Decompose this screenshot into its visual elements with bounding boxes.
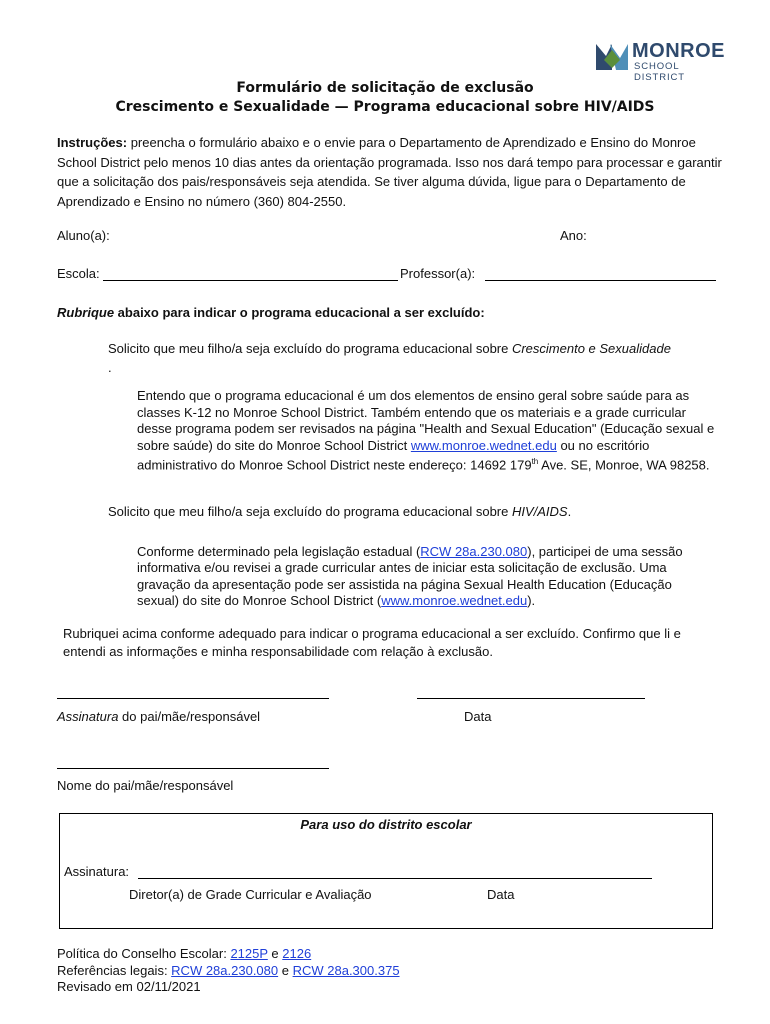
signature-em: Assinatura bbox=[57, 709, 119, 724]
option2-detail-a: Conforme determinado pela legislação estadual ( bbox=[137, 544, 421, 559]
district-date-label: Data bbox=[487, 887, 515, 902]
policy-and: e bbox=[267, 946, 283, 961]
instructions-text: preencha o formulário abaixo e o envie para o Departamento de Aprendizado e Ensino do Monroe School District pelo menos 10 dias antes da orientação programada. Isso nos dará tempo para processar e garantir que a solicitação dos pais/responsáveis seja atendida. Se tiver alguma dúvida, ligue para o Departamento de Aprendizado e Ensino no número (360) 804-2550. bbox=[57, 135, 722, 209]
district-box-heading: Para uso do distrito escolar bbox=[300, 817, 472, 832]
option2-detail-b: ), participei de uma sessão informativa e/ou revisei a grade curricular antes de iniciar esta solicitação de exclusão. Uma gravação da apresentação pode ser assistida na página Sexual Health Education (Educação sexual) do site do Monroe School District ( bbox=[137, 544, 683, 609]
student-label: Aluno(a): bbox=[57, 228, 110, 243]
option2-detail bbox=[137, 544, 715, 610]
parent-signature-line[interactable] bbox=[57, 698, 329, 699]
option2-detail-c: ). bbox=[527, 593, 536, 609]
ref-rcw-230-080-link[interactable]: RCW 28a.230.080 bbox=[171, 962, 279, 978]
monroe-website-link-2[interactable]: www.monroe.wednet.edu bbox=[381, 593, 528, 609]
initial-heading-rest: abaixo para indicar o programa educacional a ser excluído: bbox=[114, 305, 485, 320]
parent-date-line[interactable] bbox=[417, 698, 645, 699]
footer bbox=[57, 946, 400, 996]
policy-2125p-link[interactable]: 2125P bbox=[230, 946, 268, 961]
option-growth-sexuality[interactable] bbox=[108, 339, 718, 377]
policy-label: Política do Conselho Escolar: bbox=[57, 946, 231, 961]
refs-and: e bbox=[278, 962, 293, 978]
ref-rcw-300-375-link[interactable]: RCW 28a.300.375 bbox=[292, 962, 400, 978]
monroe-website-link-1[interactable]: www.monroe.wednet.edu bbox=[410, 437, 557, 453]
option1-detail-c: Ave. SE, Monroe, WA 98258. bbox=[538, 457, 710, 473]
director-label: Diretor(a) de Grade Curricular e Avaliação bbox=[129, 887, 372, 902]
school-input-line[interactable] bbox=[103, 280, 398, 281]
option1-sup: th bbox=[531, 457, 539, 467]
district-use-box bbox=[59, 813, 713, 929]
option2-text: Solicito que meu filho/a seja excluído do programa educacional sobre bbox=[108, 504, 512, 519]
parent-signature-label bbox=[57, 709, 260, 724]
option1-dot: . bbox=[108, 360, 112, 375]
rcw-230-080-link[interactable]: RCW 28a.230.080 bbox=[420, 544, 528, 559]
signature-rest: do pai/mãe/responsável bbox=[118, 709, 261, 724]
teacher-label: Professor(a): bbox=[400, 266, 476, 281]
teacher-input-line[interactable] bbox=[485, 280, 716, 281]
district-signature-line[interactable] bbox=[138, 878, 652, 879]
initial-heading bbox=[57, 305, 485, 320]
policy-line bbox=[57, 946, 400, 963]
mountain-logo-icon bbox=[594, 38, 630, 74]
year-label: Ano: bbox=[560, 228, 587, 243]
option-hiv-aids[interactable] bbox=[108, 504, 718, 519]
policy-2126-link[interactable]: 2126 bbox=[282, 946, 312, 961]
option2-em: HIV/AIDS bbox=[511, 504, 568, 519]
option2-dot: . bbox=[567, 504, 572, 519]
form-title: Formulário de solicitação de exclusão bbox=[236, 80, 534, 96]
parent-date-label: Data bbox=[464, 709, 492, 724]
logo-main-text: MONROE bbox=[632, 40, 725, 62]
school-label: Escola: bbox=[57, 266, 100, 281]
option1-em: Crescimento e Sexualidade bbox=[511, 341, 671, 356]
form-subtitle: Crescimento e Sexualidade — Programa educacional sobre HIV/AIDS bbox=[115, 99, 655, 115]
legal-refs-line bbox=[57, 963, 400, 980]
parent-name-label: Nome do pai/mãe/responsável bbox=[57, 778, 234, 793]
revised-date: Revisado em 02/11/2021 bbox=[57, 979, 201, 994]
refs-label: Referências legais: bbox=[57, 962, 172, 978]
district-logo bbox=[594, 38, 725, 83]
option1-text: Solicito que meu filho/a seja excluído do programa educacional sobre bbox=[108, 341, 512, 356]
option1-detail-b: ou no escritório administrativo do Monroe School District neste endereço: 14692 179 bbox=[137, 437, 650, 473]
option1-detail-a: Entendo que o programa educacional é um dos elementos de ensino geral sobre saúde para as classes K-12 no Monroe School District. Também entendo que os materiais e a grade curricular desse programa podem ser revisados na página "Health and Sexual Education" (Educação sexual e sobre saúde) do site do Monroe School District bbox=[137, 388, 715, 453]
instructions-paragraph bbox=[57, 133, 722, 211]
option1-detail bbox=[137, 388, 715, 474]
district-signature-label: Assinatura: bbox=[64, 864, 130, 879]
logo-sub-text: SCHOOL DISTRICT bbox=[634, 61, 686, 83]
parent-name-line[interactable] bbox=[57, 768, 329, 769]
instructions-label: Instruções: bbox=[57, 135, 128, 150]
confirmation-text: Rubriquei acima conforme adequado para indicar o programa educacional a ser excluído. Confirmo que li e entendi as informações e minha responsabilidade com relação à exclusão. bbox=[63, 626, 681, 659]
initial-heading-em: Rubrique bbox=[57, 305, 115, 320]
